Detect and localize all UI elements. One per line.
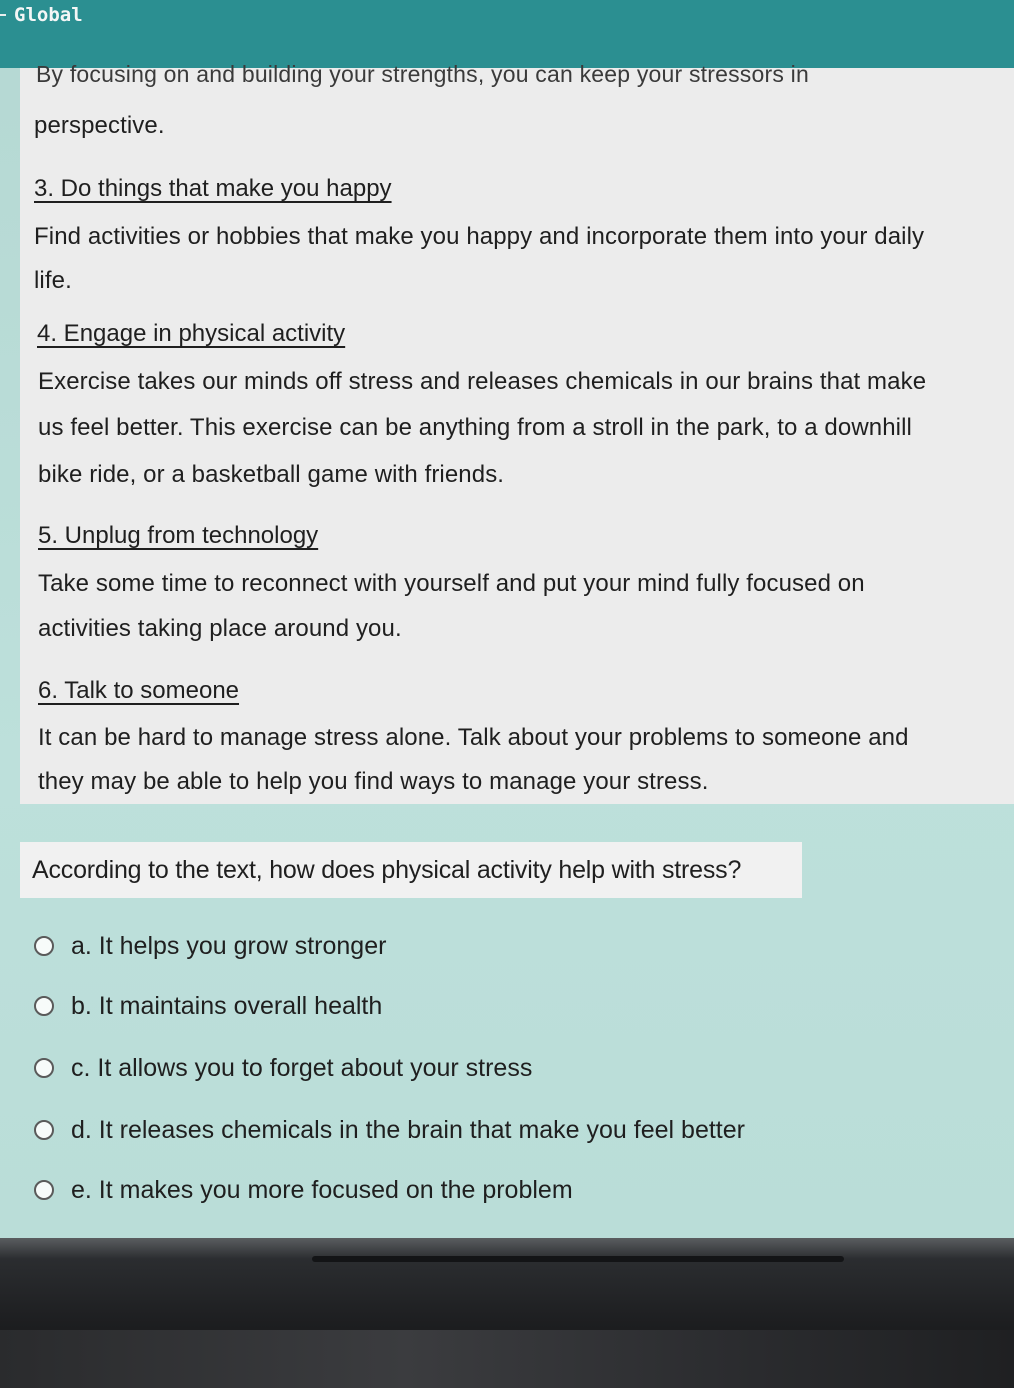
- answer-option-d[interactable]: [34, 1112, 745, 1148]
- section-6-line-2: they may be able to help you find ways to manage your stress.: [38, 768, 709, 795]
- radio-icon[interactable]: [34, 996, 54, 1016]
- answer-option-a[interactable]: [34, 928, 386, 964]
- top-bar: [0, 0, 1014, 68]
- section-5-line-1: Take some time to reconnect with yourself and put your mind fully focused on: [38, 570, 865, 597]
- question-prompt: According to the text, how does physical activity help with stress?: [32, 856, 742, 884]
- answer-option-b[interactable]: [34, 988, 382, 1024]
- section-4-line-3: bike ride, or a basketball game with friends.: [38, 461, 505, 488]
- section-heading-4: 4. Engage in physical activity: [37, 320, 346, 347]
- section-heading-5: 5. Unplug from technology: [38, 522, 319, 549]
- section-4-line-2: us feel better. This exercise can be anything from a stroll in the park, to a downhill: [38, 414, 912, 441]
- reading-intro-end: perspective.: [34, 112, 165, 139]
- app-title: Global: [14, 4, 83, 26]
- radio-icon[interactable]: [34, 1180, 54, 1200]
- section-heading-6: 6. Talk to someone: [38, 677, 240, 704]
- section-heading-3: 3. Do things that make you happy: [34, 175, 392, 202]
- radio-icon[interactable]: [34, 1058, 54, 1078]
- reading-intro-partial: By focusing on and building your strengths, you can keep your stressors in: [36, 61, 809, 87]
- bezel-slot: [312, 1256, 844, 1262]
- radio-icon[interactable]: [34, 936, 54, 956]
- section-3-line-1: Find activities or hobbies that make you happy and incorporate them into your daily: [34, 223, 925, 250]
- answer-option-label: c. It allows you to forget about your stress: [71, 1053, 533, 1082]
- section-5-line-2: activities taking place around you.: [38, 615, 402, 642]
- answer-option-label: b. It maintains overall health: [71, 991, 383, 1020]
- section-6-line-1: It can be hard to manage stress alone. Talk about your problems to someone and: [38, 724, 909, 751]
- bezel-reflection: [0, 1330, 1014, 1388]
- section-3-line-2: life.: [34, 267, 72, 294]
- section-4-line-1: Exercise takes our minds off stress and releases chemicals in our brains that make: [38, 368, 927, 395]
- answer-option-label: a. It helps you grow stronger: [71, 931, 387, 960]
- menu-dash-icon: [0, 14, 6, 16]
- answer-option-label: e. It makes you more focused on the problem: [71, 1175, 573, 1204]
- question-box: [20, 842, 802, 898]
- radio-icon[interactable]: [34, 1120, 54, 1140]
- answer-option-c[interactable]: [34, 1050, 532, 1086]
- answer-option-label: d. It releases chemicals in the brain that make you feel better: [71, 1115, 745, 1144]
- answer-option-e[interactable]: [34, 1172, 573, 1208]
